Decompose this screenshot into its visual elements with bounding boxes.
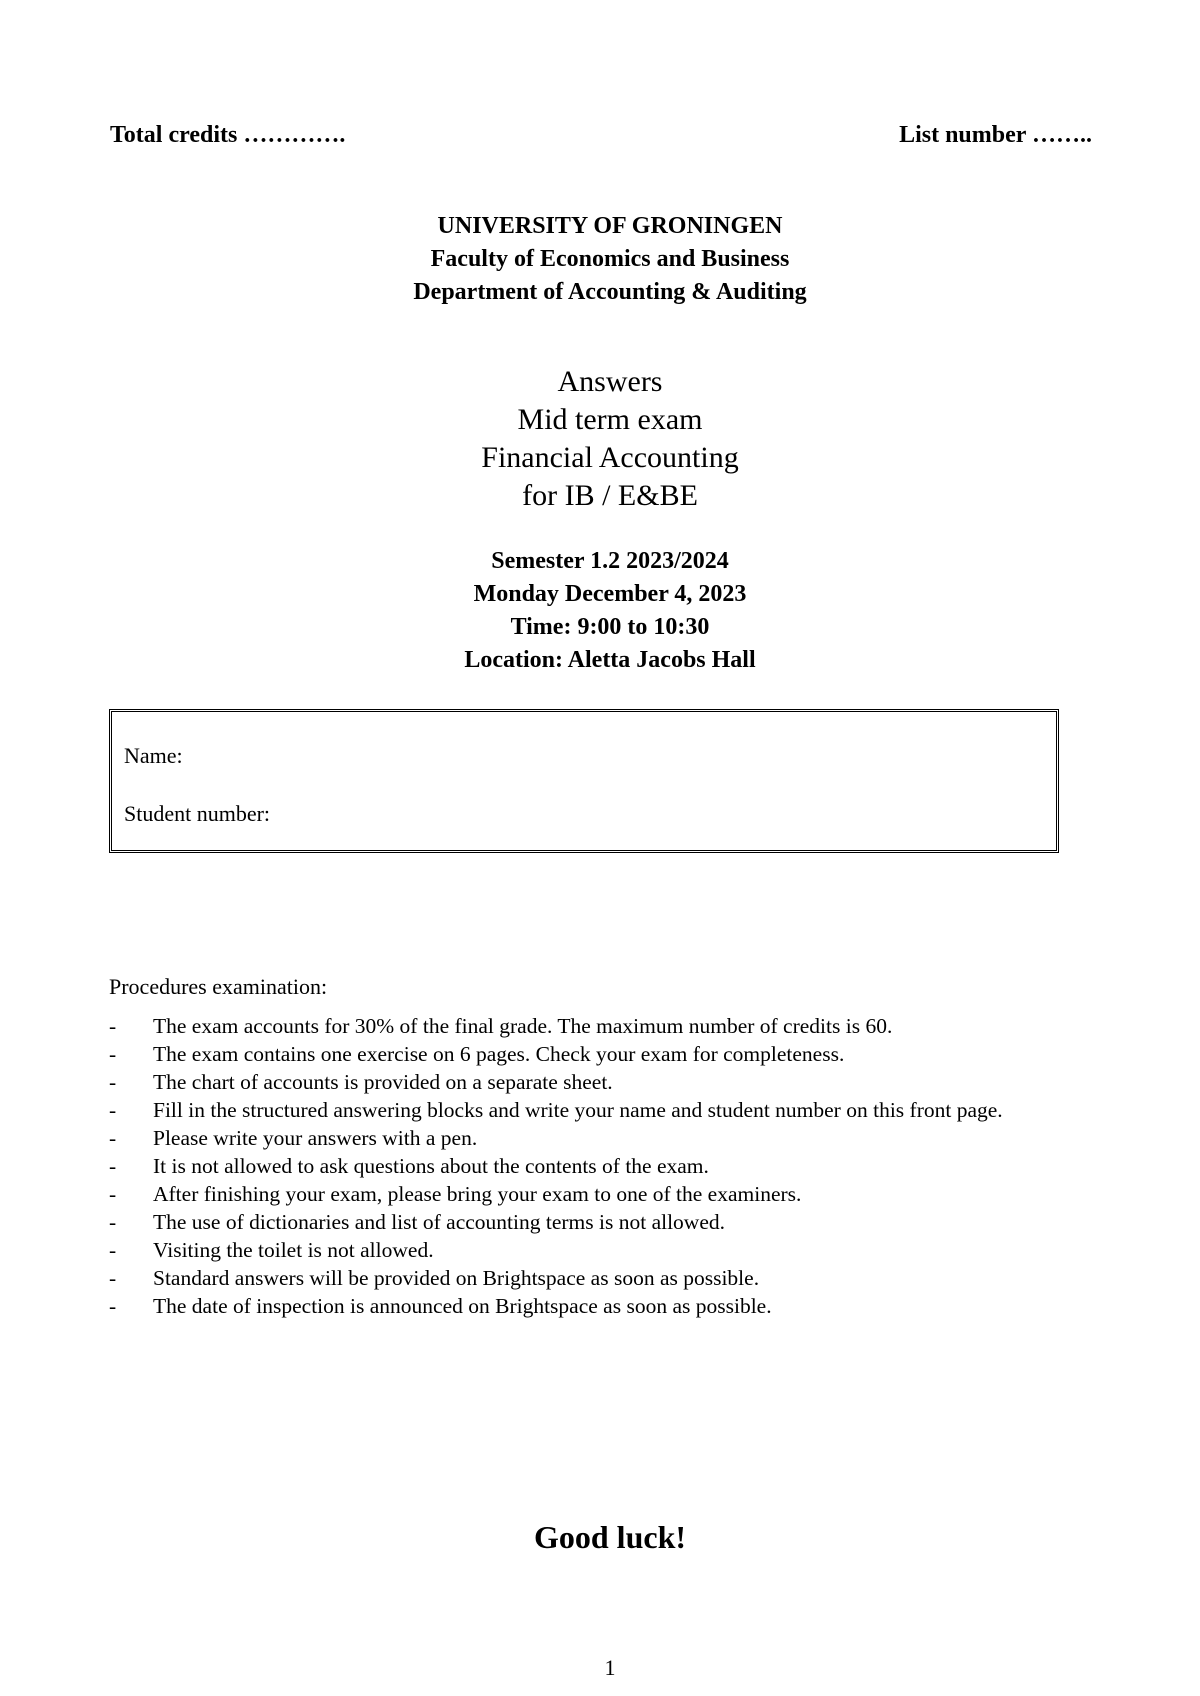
exam-details [0, 545, 1200, 677]
procedure-text: Please write your answers with a pen. [153, 1126, 478, 1150]
list-item [109, 1152, 1099, 1180]
student-number-field-label: Student number: [124, 801, 271, 826]
faculty-name: Faculty of Economics and Business [430, 246, 790, 272]
bullet-dash: - [109, 1154, 117, 1178]
list-item [109, 1040, 1099, 1068]
total-credits-label: Total credits …………. [110, 122, 346, 148]
title-answers: Answers [557, 365, 663, 398]
bullet-dash: - [109, 1126, 117, 1150]
exam-title-block [0, 363, 1200, 515]
title-course: Financial Accounting [481, 441, 739, 474]
list-item [109, 1236, 1099, 1264]
exam-date: Monday December 4, 2023 [473, 581, 747, 607]
bullet-dash: - [109, 1238, 117, 1262]
procedures-heading: Procedures examination: [109, 974, 328, 999]
list-item [109, 1096, 1099, 1124]
list-item [109, 1292, 1099, 1320]
list-number-label: List number …….. [899, 122, 1092, 148]
procedure-text: Visiting the toilet is not allowed. [153, 1238, 434, 1262]
procedures-list [109, 1012, 1099, 1320]
page-number-text: 1 [604, 1655, 616, 1680]
exam-semester: Semester 1.2 2023/2024 [491, 548, 729, 574]
department-name: Department of Accounting & Auditing [413, 279, 807, 305]
bullet-dash: - [109, 1042, 117, 1066]
list-item [109, 1068, 1099, 1096]
list-item [109, 1124, 1099, 1152]
university-name: UNIVERSITY OF GRONINGEN [437, 213, 783, 239]
exam-location: Location: Aletta Jacobs Hall [464, 647, 756, 673]
procedure-text: The exam contains one exercise on 6 pages. Check your exam for completeness. [153, 1042, 845, 1066]
bullet-dash: - [109, 1182, 117, 1206]
bullet-dash: - [109, 1098, 117, 1122]
bullet-dash: - [109, 1070, 117, 1094]
exam-time: Time: 9:00 to 10:30 [510, 614, 710, 640]
page-number [0, 1655, 1200, 1681]
student-info-box [109, 709, 1059, 853]
title-programme: for IB / E&BE [522, 479, 698, 512]
procedure-text: The exam accounts for 30% of the final grade. The maximum number of credits is 60. [153, 1014, 893, 1038]
procedure-text: Fill in the structured answering blocks and write your name and student number on this front page. [153, 1098, 1003, 1122]
bullet-dash: - [109, 1014, 117, 1038]
list-item [109, 1180, 1099, 1208]
good-luck-text: Good luck! [533, 1519, 687, 1555]
procedure-text: It is not allowed to ask questions about the contents of the exam. [153, 1154, 709, 1178]
name-field-label: Name: [124, 743, 183, 768]
list-item [109, 1208, 1099, 1236]
institution-header [0, 210, 1200, 309]
list-item [109, 1264, 1099, 1292]
procedure-text: The use of dictionaries and list of accounting terms is not allowed. [153, 1210, 725, 1234]
procedure-text: After finishing your exam, please bring your exam to one of the examiners. [153, 1182, 802, 1206]
bullet-dash: - [109, 1210, 117, 1234]
procedure-text: Standard answers will be provided on Brightspace as soon as possible. [153, 1266, 760, 1290]
list-item [109, 1012, 1099, 1040]
title-exam-type: Mid term exam [517, 403, 703, 436]
bullet-dash: - [109, 1294, 117, 1318]
procedure-text: The chart of accounts is provided on a separate sheet. [153, 1070, 613, 1094]
procedure-text: The date of inspection is announced on Brightspace as soon as possible. [153, 1294, 772, 1318]
bullet-dash: - [109, 1266, 117, 1290]
good-luck-message [0, 1519, 1200, 1556]
